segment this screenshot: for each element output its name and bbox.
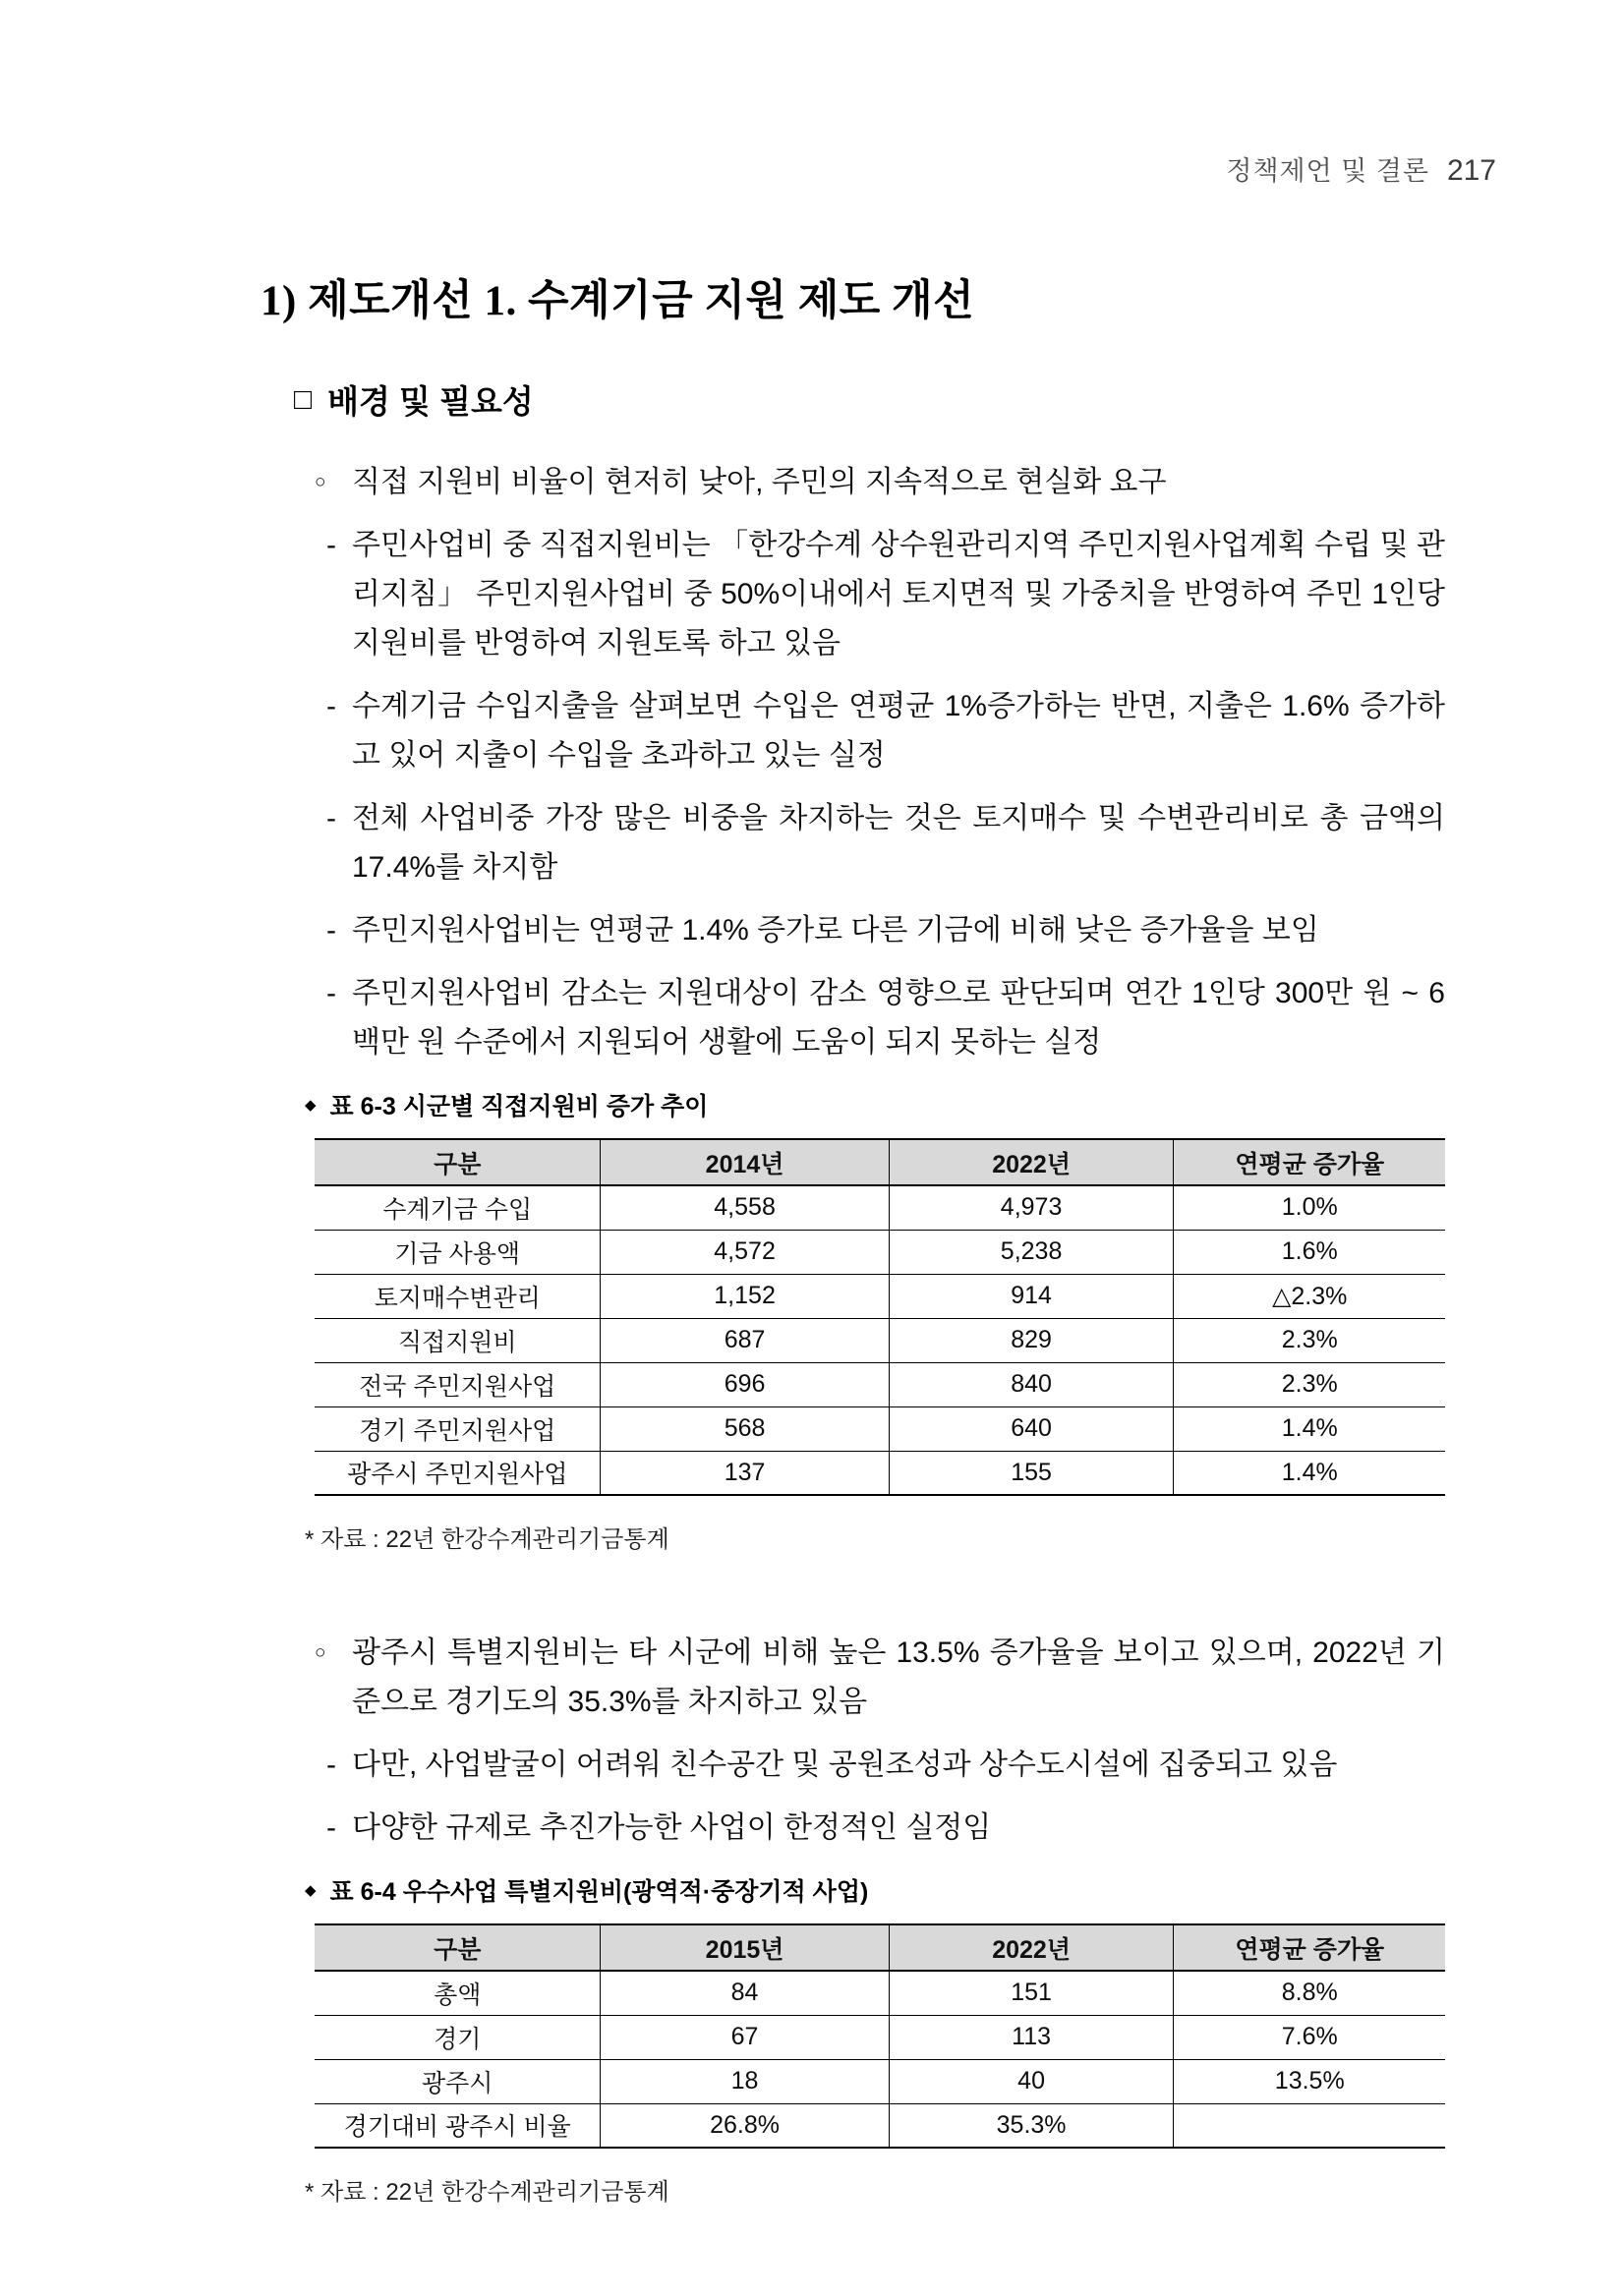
bullet-list-1 [315,458,1445,1067]
table-cell: 1.6% [1174,1230,1445,1274]
table-cell: 2.3% [1174,1318,1445,1362]
table-cell: 687 [601,1318,889,1362]
bullet-text: 광주시 특별지원비는 타 시군에 비해 높은 13.5% 증가율을 보이고 있으며, 2022년 기준으로 경기도의 35.3%를 차지하고 있음 [352,1636,1445,1718]
table-row [315,1406,1445,1451]
table-column-header: 연평균 증가율 [1174,1139,1445,1185]
table-row [315,1971,1445,2015]
table-cell: 113 [889,2015,1174,2059]
table-header-row [315,1139,1445,1185]
bullet-list-2 [315,1629,1445,1853]
table-cell: 기금 사용액 [315,1230,601,1274]
table-cell: 1.0% [1174,1185,1445,1230]
table-cell: 137 [601,1451,889,1495]
table-cell: △2.3% [1174,1274,1445,1318]
table-caption-text: 표 6-4 우수사업 특별지원비(광역적·중장기적 사업) [329,1878,869,1906]
table-cell: 640 [889,1406,1174,1451]
bullet-text: 직접 지원비 비율이 현저히 낮아, 주민의 지속적으로 현실화 요구 [352,466,1167,498]
table-cell: 7.6% [1174,2015,1445,2059]
table-cell: 2.3% [1174,1362,1445,1406]
table-cell: 696 [601,1362,889,1406]
table-column-header: 2015년 [601,1924,889,1971]
table-cell: 4,558 [601,1185,889,1230]
running-header-section: 정책제언 및 결론 [1226,156,1429,186]
bullet-item [315,682,1445,780]
table-caption-text: 표 6-3 시군별 직접지원비 증가 추이 [329,1093,709,1120]
table-cell: 직접지원비 [315,1318,601,1362]
bullet-item [315,794,1445,892]
table-cell: 13.5% [1174,2059,1445,2103]
bullet-item [315,458,1445,507]
bullet-item [315,1741,1445,1790]
table-6-4 [315,1923,1445,2149]
table-row [315,1362,1445,1406]
table-6-3 [315,1138,1445,1496]
table-cell: 수계기금 수입 [315,1185,601,1230]
table-cell: 1.4% [1174,1406,1445,1451]
bullet-item [315,1804,1445,1853]
table-6-3-caption [305,1087,1445,1122]
bullet-text: 수계기금 수입지출을 살펴보면 수입은 연평균 1%증가하는 반면, 지출은 1.6% 증가하고 있어 지출이 수입을 초과하고 있는 실정 [352,690,1445,772]
table-cell: 40 [889,2059,1174,2103]
table-column-header: 2022년 [889,1924,1174,1971]
table-cell: 4,973 [889,1185,1174,1230]
table-cell: 67 [601,2015,889,2059]
dash-bullet-icon: - [326,802,336,834]
table-cell [1174,2103,1445,2148]
table-header-row [315,1924,1445,1971]
table-cell: 5,238 [889,1230,1174,1274]
dash-bullet-icon: - [326,914,336,947]
page-title: 1) 제도개선 1. 수계기금 지원 제도 개선 [261,278,975,324]
table-cell: 155 [889,1451,1174,1495]
table-cell: 토지매수변관리 [315,1274,601,1318]
table-row [315,1451,1445,1495]
table-row [315,1230,1445,1274]
dash-bullet-icon: - [326,529,336,561]
table-row [315,1318,1445,1362]
dash-bullet-icon: - [326,690,336,722]
table-column-header: 구분 [315,1139,601,1185]
bullet-item [315,521,1445,668]
table-row [315,2015,1445,2059]
dash-bullet-icon: - [326,1749,336,1781]
table-cell: 568 [601,1406,889,1451]
table-cell: 914 [889,1274,1174,1318]
table-cell: 경기 [315,2015,601,2059]
table-cell: 1,152 [601,1274,889,1318]
table-cell: 151 [889,1971,1174,2015]
page-number: 217 [1446,154,1496,187]
running-header [1226,149,1496,188]
table-cell: 전국 주민지원사업 [315,1362,601,1406]
circle-bullet-icon: ○ [315,1642,326,1663]
table-column-header: 2022년 [889,1139,1174,1185]
bullet-text: 전체 사업비중 가장 많은 비중을 차지하는 것은 토지매수 및 수변관리비로 총 금액의 17.4%를 차지함 [352,802,1445,884]
dash-bullet-icon: - [326,977,336,1009]
diamond-bullet-icon: ◆ [305,1882,317,1899]
table-cell: 4,572 [601,1230,889,1274]
table-cell: 경기 주민지원사업 [315,1406,601,1451]
table-row [315,1185,1445,1230]
bullet-item [315,1629,1445,1727]
table-cell: 8.8% [1174,1971,1445,2015]
table-6-4-caption [305,1872,1445,1908]
table-row [315,2059,1445,2103]
table-column-header: 연평균 증가율 [1174,1924,1445,1971]
bullet-text: 주민사업비 중 직접지원비는 「한강수계 상수원관리지역 주민지원사업계획 수립 및 관리지침」 주민지원사업비 중 50%이내에서 토지면적 및 가중치을 반영하여 주민 1인당 지원비를 반영하여 지원토록 하고 있음 [352,529,1445,660]
diamond-bullet-icon: ◆ [305,1097,317,1114]
spacer [261,1554,1445,1593]
table-cell: 840 [889,1362,1174,1406]
table-cell: 광주시 주민지원사업 [315,1451,601,1495]
table-6-3-source-note: * 자료 : 22년 한강수계관리기금통계 [305,1526,669,1553]
dash-bullet-icon: - [326,1811,336,1844]
table-cell: 84 [601,1971,889,2015]
bullet-text: 주민지원사업비 감소는 지원대상이 감소 영향으로 판단되며 연간 1인당 300만 원 ~ 6백만 원 수준에서 지원되어 생활에 도움이 되지 못하는 실정 [352,977,1445,1059]
table-cell: 18 [601,2059,889,2103]
table-column-header: 2014년 [601,1139,889,1185]
table-cell: 경기대비 광주시 비율 [315,2103,601,2148]
circle-bullet-icon: ○ [315,472,326,492]
bullet-text: 다만, 사업발굴이 어려워 친수공간 및 공원조성과 상수도시설에 집중되고 있음 [352,1749,1338,1781]
table-cell: 1.4% [1174,1451,1445,1495]
table-cell: 광주시 [315,2059,601,2103]
table-row [315,2103,1445,2148]
square-bullet-icon: □ [294,382,313,416]
table-cell: 총액 [315,1971,601,2015]
section-heading [294,376,1445,423]
table-row [315,1274,1445,1318]
table-cell: 26.8% [601,2103,889,2148]
section-heading-label: 배경 및 필요성 [327,383,534,420]
bullet-item [315,969,1445,1067]
bullet-text: 다양한 규제로 추진가능한 사업이 한정적인 실정임 [352,1811,992,1844]
table-cell: 35.3% [889,2103,1174,2148]
table-6-4-source-note: * 자료 : 22년 한강수계관리기금통계 [305,2179,669,2206]
bullet-text: 주민지원사업비는 연평균 1.4% 증가로 다른 기금에 비해 낮은 증가율을 보임 [352,914,1319,947]
table-column-header: 구분 [315,1924,601,1971]
bullet-item [315,906,1445,955]
table-cell: 829 [889,1318,1174,1362]
